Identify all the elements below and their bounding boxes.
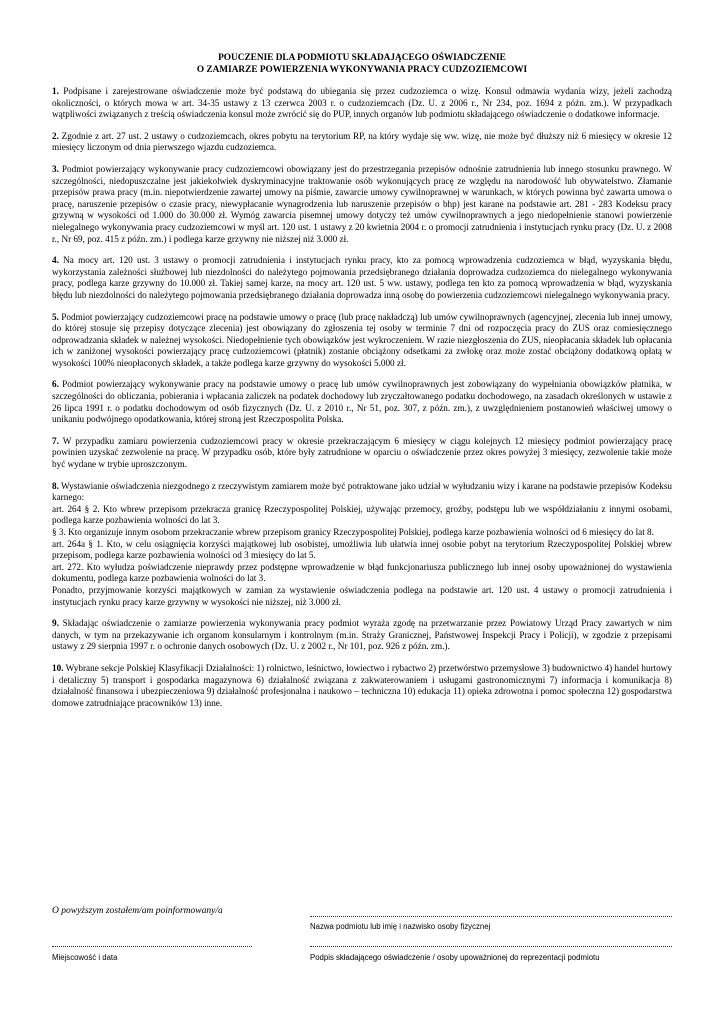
law-article-item: art. 264 § 2. Kto wbrew przepisom przekracza granicę Rzeczypospolitej Polskiej, używając przemocy, groźby, podstępu lub we współdziałaniu z innymi osobami, podlega karze pozbawienia wolności do lat 3. (52, 503, 672, 526)
paragraph-number: 7. (52, 435, 59, 446)
paragraph-text: Podmiot powierzający wykonywanie pracy na podstawie umowy o pracę lub umów cywilnoprawnych jest zobowiązany do wypełniania obowiązków płatnika, w szczególności do obliczania, pobierania i wpłacania zaliczek na podatek dochodowy lub zryczałtowanego podatku dochodowego, na zasadach określonych w ustawie z 26 lipca 1991 r. o podatku dochodowym od osób fizycznych (Dz. U. z 2010 r., Nr 51, poz. 307, z późn. zm.), z uwzględnieniem postanowień właściwej umowy o unikaniu podwójnego opodatkowania, której stroną jest Rzeczpospolita Polska. (52, 379, 672, 425)
law-article-item: art. 264a § 1. Kto, w celu osiągnięcia korzyści majątkowej lub osobistej, umożliwia lub ułatwia innej osobie pobyt na terytorium Rzeczypospolitej Polskiej wbrew przepisom, podlega karze pozbawienia wolności od 3 miesięcy do lat 5. (52, 538, 672, 561)
signature-field-line[interactable] (310, 946, 672, 947)
paragraph-number: 5. (52, 311, 59, 322)
law-article-item: § 3. Kto organizuje innym osobom przekraczanie wbrew przepisom granicy Rzeczypospolitej Polskiej, podlega karze pozbawienia wolności od 6 miesięcy do lat 8. (52, 527, 654, 537)
paragraph-7 (52, 436, 672, 471)
paragraph-6 (52, 379, 672, 425)
paragraph-text: Na mocy art. 120 ust. 3 ustawy o promocji zatrudnienia i instytucjach rynku pracy, kto za pomocą wprowadzenia cudzoziemca w błąd, wyzyskania błędu, wykorzystania zależności służbowej lub niezdolności do należytego pojmowania przedsiębranego działania doprowadza cudzoziemca do nielegalnego wykonywania pracy, podlega karze grzywny do 10.000 zł. Takiej samej karze, na mocy art. 120 ust. 5 ww. ustawy, podlega ten kto za pomocą wprowadzenia w błąd, wyzyskania błędu lub niezdolności do należytego pojmowania przedsiębranego działania doprowadza inną osobę do powierzenia cudzoziemcowi nielegalnego wykonywania pracy. (52, 255, 672, 300)
paragraph-3 (52, 164, 672, 245)
signature-caption: Podpis składającego oświadczenie / osoby upoważnionej do reprezentacji podmiotu (310, 953, 600, 962)
paragraph-10 (52, 663, 672, 709)
paragraph-4 (52, 255, 672, 301)
law-article-item: Ponadto, przyjmowanie korzyści majątkowych w zamian za wystawienie oświadczenia podlega na podstawie art. 120 ust. 4 ustawy o promocji zatrudnienia i instytucjach rynku pracy karze grzywny w wysokości nie niższej, niż 3.000 zł. (52, 584, 672, 607)
paragraph-text: Wystawianie oświadczenia niezgodnego z rzeczywistym zamiarem może być potraktowane jako udział w wyłudzaniu wizy i karane na podstawie przepisów Kodeksu karnego: (52, 480, 672, 503)
law-article-item: art. 272. Kto wyłudza poświadczenie nieprawdy przez podstępne wprowadzenie w błąd funkcjonariusza publicznego lub innej osoby upoważnionej do wystawienia dokumentu, podlega karze pozbawienia wolności do lat 3. (52, 561, 672, 584)
informed-statement: O powyższym zostałem/am poinformowany/a (52, 906, 223, 916)
title-line-1: POUCZENIE DLA PODMIOTU SKŁADAJĄCEGO OŚWIADCZENIE (218, 53, 506, 63)
paragraph-number: 3. (52, 163, 59, 174)
signature-row-bottom (52, 942, 672, 972)
paragraph-number: 10. (52, 662, 64, 673)
paragraph-2 (52, 131, 672, 154)
paragraph-number: 9. (52, 618, 59, 629)
paragraph-text: Podmiot powierzający wykonywanie pracy cudzoziemcowi obowiązany jest do przestrzegania przepisów odnośnie zatrudnienia lub innego stosunku prawnego. W szczególności, niedopuszczalne jest jakiekolwiek dyskryminacyjne traktowanie osób wykonujących pracę ze względu na narodowość lub obywatelstwo. Złamanie przepisów prawa pracy (m.in. niepotwierdzenie zawartej umowy na piśmie, zawarcie umowy cywilnoprawnej w warunkach, w których powinna być zawarta umowa o pracę, naruszenie przepisów o czasie pracy, niewypłacanie wynagrodzenia lub naruszenie przepisów o bhp) jest karane na podstawie art. 281 - 283 Kodeksu pracy grzywną w wysokości od 1.000 do 30.000 zł. Wymóg zawarcia pisemnej umowy dotyczy też umów cywilnoprawnych a jego niedopełnienie stanowi powierzenie nielegalnego wykonywania pracy cudzoziemcowi w myśl art. 120 ust. 1 ustawy z 20 kwietnia 2004 r. o promocji zatrudnienia i instytucjach rynku pracy (Dz. U. z 2008 r., Nr 69, poz. 415 z późn. zm.) i podlega karze grzywny nie niższej niż 3.000 zł. (52, 163, 672, 244)
title-line-2: O ZAMIARZE POWIERZENIA WYKONYWANIA PRACY CUDZOZIEMCOWI (196, 65, 528, 75)
name-field-caption: Nazwa podmiotu lub imię i nazwisko osoby fizycznej (310, 922, 491, 931)
paragraph-text: Wybrane sekcje Polskiej Klasyfikacji Działalności: 1) rolnictwo, leśnictwo, łowiectwo i rybactwo 2) przetwórstwo przemysłowe 3) budownictwo 4) handel hurtowy i detaliczny 5) transport i gospodarka magazynowa 6) działalność związana z zakwaterowaniem i usługami gastronomicznymi 7) informacja i komunikacja 8) działalność finansowa i ubezpieczeniowa 9) działalność profesjonalna i naukowo – techniczna 10) edukacja 11) opieka zdrowotna i pomoc społeczna 12) gospodarstwa domowe zatrudniające pracowników 13) inne. (52, 662, 672, 708)
paragraph-number: 4. (52, 255, 59, 266)
paragraph-number: 6. (52, 379, 59, 390)
paragraph-text: Podmiot powierzający cudzoziemcowi pracę na podstawie umowy o pracę (lub pracę nakładczą) lub umów cywilnoprawnych (agencyjnej, zlecenia lub innej umowy, do której stosuje się przepisy dotyczące zlecenia) jest obowiązany do zgłoszenia tej osoby w terminie 7 dni od rozpoczęcia pracy do ZUS oraz comiesięcznego odprowadzania składek w należnej wysokości. Niedopełnienie tych obowiązków jest wykroczeniem. W razie niezgłoszenia do ZUS, nieopłacania składek lub opłacania ich w zaniżonej wysokości powierzający pracę cudzoziemcowi (płatnik) zostanie obciążony odsetkami za zwłokę oraz może zostać obciążony dodatkową opłatą w wysokości 100% nieopłaconych składek, a także podlega karze grzywny do wysokości 5.000 zł. (52, 311, 672, 368)
paragraph-number: 2. (52, 130, 59, 141)
name-field-line[interactable] (310, 916, 672, 917)
paragraph-8-intro (52, 481, 672, 504)
paragraph-text: Składając oświadczenie o zamiarze powierzenia wykonywania pracy podmiot wyraża zgodę na przetwarzanie przez Powiatowy Urząd Pracy zawartych w nim danych, w tym na przekazywanie ich organom konsularnym i kontrolnym (m.in. Straży Granicznej, Państwowej Inspekcji Pracy i Policji), w zgodzie z przepisami ustawy z 29 sierpnia 1997 r. o ochronie danych osobowych (Dz. U. z 2002 r., Nr 101, poz. 926 z późn. zm.). (52, 618, 672, 652)
paragraph-text: Zgodnie z art. 27 ust. 2 ustawy o cudzoziemcach, okres pobytu na terytorium RP, na który wydaje się ww. wizę, nie może być dłuższy niż 6 miesięcy w okresie 12 miesięcy liczonym od dnia pierwszego wjazdu cudzoziemca. (52, 130, 672, 153)
document-body (52, 52, 672, 719)
paragraph-number: 1. (52, 86, 59, 96)
page-title (52, 52, 672, 76)
paragraph-text: W przypadku zamiaru powierzenia cudzoziemcowi pracy w okresie przekraczającym 6 miesięcy w ciągu kolejnych 12 miesięcy podmiot powierzający pracę powinien uzyskać zezwolenie na pracę. W przypadku osób, które były zatrudnione w oparciu o oświadczenie przez okres powyżej 3 miesięcy, zezwolenie takie może być wydane w trybie uproszczonym. (52, 435, 672, 470)
paragraph-1 (52, 86, 672, 121)
paragraph-8 (52, 481, 672, 609)
paragraph-number: 8. (52, 480, 59, 491)
place-date-field-line[interactable] (52, 946, 252, 947)
paragraph-9 (52, 618, 672, 653)
paragraph-text: Podpisane i zarejestrowane oświadczenie może być podstawą do ubiegania się przez cudzoziemca o wizę. Konsul odmawia wydania wizy, jeżeli zachodzą okoliczności, o których mowa w art. 34-35 ustawy z 13 czerwca 2003 r. o cudzoziemcach (Dz. U. z 2006 r., Nr 234, poz. 1694 z późn. zm.). W przypadkach wątpliwości związanych z treścią oświadczenia konsul może zwrócić się do PUP, innych organów lub podmiotu składającego oświadczenie o dodatkowe informacje. (52, 86, 672, 120)
place-date-caption: Miejscowość i data (52, 953, 118, 962)
paragraph-5 (52, 312, 672, 370)
signature-row-top (52, 906, 672, 936)
